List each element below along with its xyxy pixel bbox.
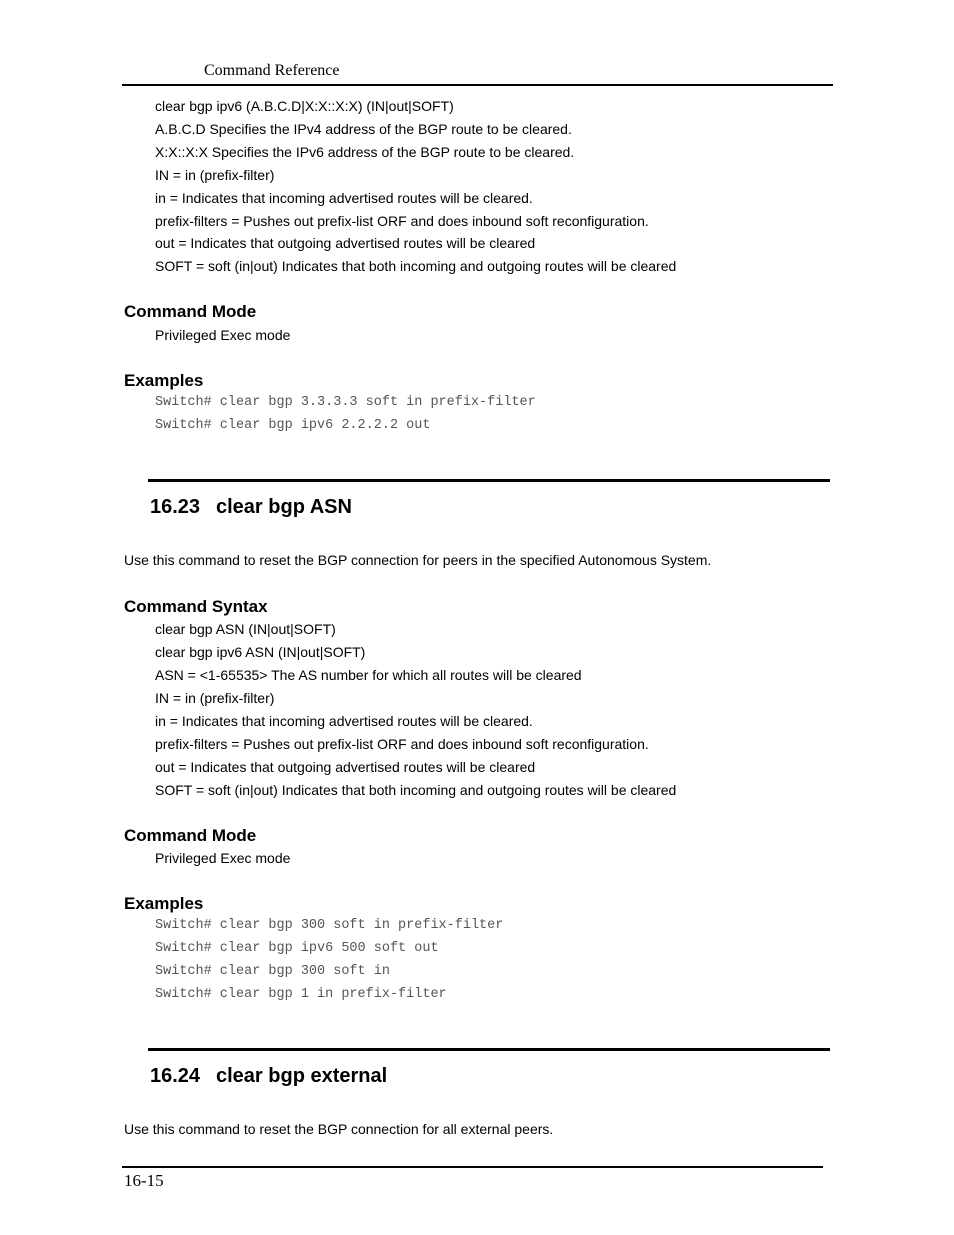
- syntax-line: prefix-filters = Pushes out prefix-list ORF and does inbound soft reconfiguration.: [155, 736, 649, 752]
- example-code-line: Switch# clear bgp ipv6 500 soft out: [155, 941, 439, 956]
- section-description: Use this command to reset the BGP connection for peers in the specified Autonomous System.: [124, 552, 712, 568]
- syntax-line: out = Indicates that outgoing advertised routes will be cleared: [155, 235, 536, 251]
- section-rule: [148, 1048, 830, 1051]
- section-description: Use this command to reset the BGP connection for all external peers.: [124, 1121, 554, 1137]
- example-code-line: Switch# clear bgp 1 in prefix-filter: [155, 987, 447, 1002]
- section-title: clear bgp ASN: [216, 496, 352, 518]
- example-code-line: Switch# clear bgp 300 soft in prefix-filter: [155, 918, 504, 933]
- page-number: 16-15: [124, 1171, 164, 1190]
- syntax-line: in = Indicates that incoming advertised routes will be cleared.: [155, 190, 533, 206]
- syntax-line: SOFT = soft (in|out) Indicates that both incoming and outgoing routes will be cleared: [155, 782, 677, 798]
- examples-heading: Examples: [124, 371, 204, 390]
- footer-rule: [122, 1166, 823, 1168]
- section-title: clear bgp external: [216, 1065, 388, 1087]
- syntax-line: prefix-filters = Pushes out prefix-list ORF and does inbound soft reconfiguration.: [155, 213, 649, 229]
- syntax-line: IN = in (prefix-filter): [155, 167, 275, 183]
- command-mode-text: Privileged Exec mode: [155, 327, 291, 343]
- command-mode-heading: Command Mode: [124, 826, 257, 845]
- header-rule: [122, 84, 833, 86]
- section-rule: [148, 479, 830, 482]
- syntax-line: clear bgp ipv6 ASN (IN|out|SOFT): [155, 644, 366, 660]
- syntax-line: IN = in (prefix-filter): [155, 690, 275, 706]
- command-syntax-heading: Command Syntax: [124, 597, 268, 616]
- syntax-line: in = Indicates that incoming advertised routes will be cleared.: [155, 713, 533, 729]
- example-code-line: Switch# clear bgp 300 soft in: [155, 964, 390, 979]
- example-code-line: Switch# clear bgp 3.3.3.3 soft in prefix-filter: [155, 395, 536, 410]
- section-number: 16.23: [150, 496, 201, 518]
- syntax-line: out = Indicates that outgoing advertised routes will be cleared: [155, 759, 536, 775]
- syntax-line: X:X::X:X Specifies the IPv6 address of the BGP route to be cleared.: [155, 144, 575, 160]
- syntax-line: SOFT = soft (in|out) Indicates that both incoming and outgoing routes will be cleared: [155, 258, 677, 274]
- syntax-line: clear bgp ipv6 (A.B.C.D|X:X::X:X) (IN|out|SOFT): [155, 98, 454, 114]
- syntax-line: ASN = <1-65535> The AS number for which all routes will be cleared: [155, 667, 582, 683]
- section-number: 16.24: [150, 1065, 201, 1087]
- command-mode-text: Privileged Exec mode: [155, 850, 291, 866]
- syntax-line: clear bgp ASN (IN|out|SOFT): [155, 621, 336, 637]
- section-heading: [150, 496, 352, 519]
- command-mode-heading: Command Mode: [124, 302, 257, 321]
- running-header: Command Reference: [204, 62, 340, 79]
- example-code-line: Switch# clear bgp ipv6 2.2.2.2 out: [155, 418, 431, 433]
- examples-heading: Examples: [124, 894, 204, 913]
- syntax-line: A.B.C.D Specifies the IPv4 address of the BGP route to be cleared.: [155, 121, 572, 137]
- section-heading: [150, 1065, 387, 1088]
